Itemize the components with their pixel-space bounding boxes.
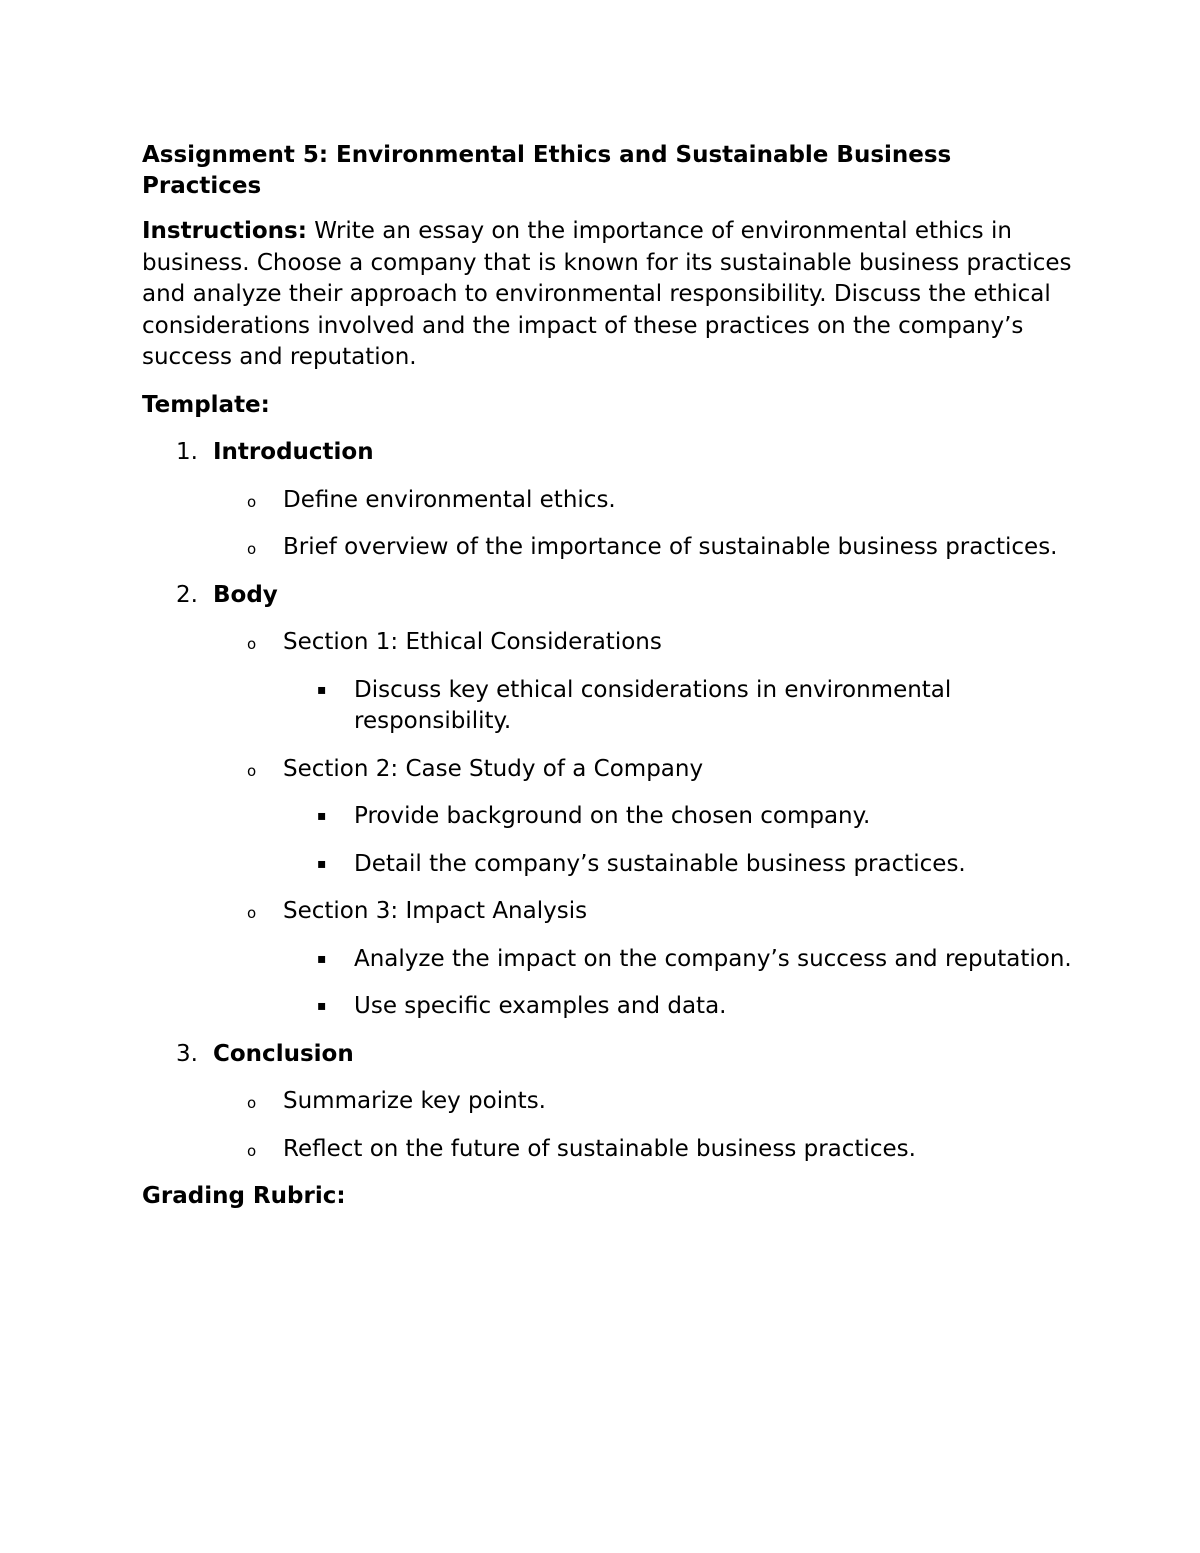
instructions-text: Write an essay on the importance of environmental ethics in business. Choose a company that is known for its sustainable business practices and analyze their approach to environmental responsibility. Discuss the ethical considerations involved and the impact of these practices on the company’s success and reputation. xyxy=(142,218,1072,370)
list-item-text: Section 2: Case Study of a Company xyxy=(283,755,704,782)
section-number: 3. xyxy=(176,1040,198,1067)
list-item-text: Brief overview of the importance of sustainable business practices. xyxy=(283,534,1058,560)
list-item xyxy=(142,485,1072,517)
list-item-text: Section 1: Ethical Considerations xyxy=(283,629,662,655)
list-item xyxy=(142,532,1072,564)
hollow-bullet-icon: o xyxy=(247,635,257,653)
sub-list-item-text: Analyze the impact on the company’s success and reputation. xyxy=(354,945,1072,972)
list-item xyxy=(142,896,1072,928)
sub-list-item xyxy=(142,849,1072,881)
section-heading: Body xyxy=(213,581,278,608)
list-item xyxy=(142,754,1072,786)
square-bullet-icon: ▪ xyxy=(317,681,327,698)
sub-list-item xyxy=(142,944,1072,976)
list-item-text: Define environmental ethics. xyxy=(283,486,616,513)
sub-list-item xyxy=(142,801,1072,833)
hollow-bullet-icon: o xyxy=(247,492,257,511)
section-heading: Conclusion xyxy=(213,1040,354,1067)
section-body xyxy=(142,580,1072,612)
list-item-text: Reflect on the future of sustainable business practices. xyxy=(283,1135,916,1162)
list-item-text: Section 3: Impact Analysis xyxy=(283,898,588,924)
section-number: 1. xyxy=(176,439,198,465)
square-bullet-icon: ▪ xyxy=(317,950,327,967)
document-body xyxy=(142,140,1072,1213)
square-bullet-icon: ▪ xyxy=(317,808,327,824)
instructions-paragraph xyxy=(142,216,1072,374)
hollow-bullet-icon: o xyxy=(247,1141,257,1160)
section-conclusion xyxy=(142,1039,1072,1071)
list-item xyxy=(142,1086,1072,1118)
document-title: Assignment 5: Environmental Ethics and Sustainable Business Practices xyxy=(142,142,952,199)
list-item xyxy=(142,627,1072,659)
sub-list-item-text: Provide background on the chosen company. xyxy=(354,803,871,829)
square-bullet-icon: ▪ xyxy=(317,855,327,872)
list-item-text: Summarize key points. xyxy=(283,1088,546,1114)
square-bullet-icon: ▪ xyxy=(317,998,327,1014)
template-heading: Template: xyxy=(142,391,270,418)
instructions-label: Instructions: xyxy=(142,218,307,244)
section-introduction xyxy=(142,437,1072,469)
sub-list-item xyxy=(142,675,1072,738)
section-heading: Introduction xyxy=(213,439,374,465)
hollow-bullet-icon: o xyxy=(247,1094,257,1112)
grading-rubric-heading: Grading Rubric: xyxy=(142,1183,346,1209)
hollow-bullet-icon: o xyxy=(247,761,257,780)
section-number: 2. xyxy=(176,581,198,608)
sub-list-item-text: Use specific examples and data. xyxy=(354,993,727,1019)
sub-list-item xyxy=(142,991,1072,1023)
list-item xyxy=(142,1134,1072,1166)
sub-list-item-text: Detail the company’s sustainable business practices. xyxy=(354,850,966,877)
hollow-bullet-icon: o xyxy=(247,904,257,922)
sub-list-item-text: Discuss key ethical considerations in environmental responsibility. xyxy=(354,676,952,734)
hollow-bullet-icon: o xyxy=(247,540,257,558)
